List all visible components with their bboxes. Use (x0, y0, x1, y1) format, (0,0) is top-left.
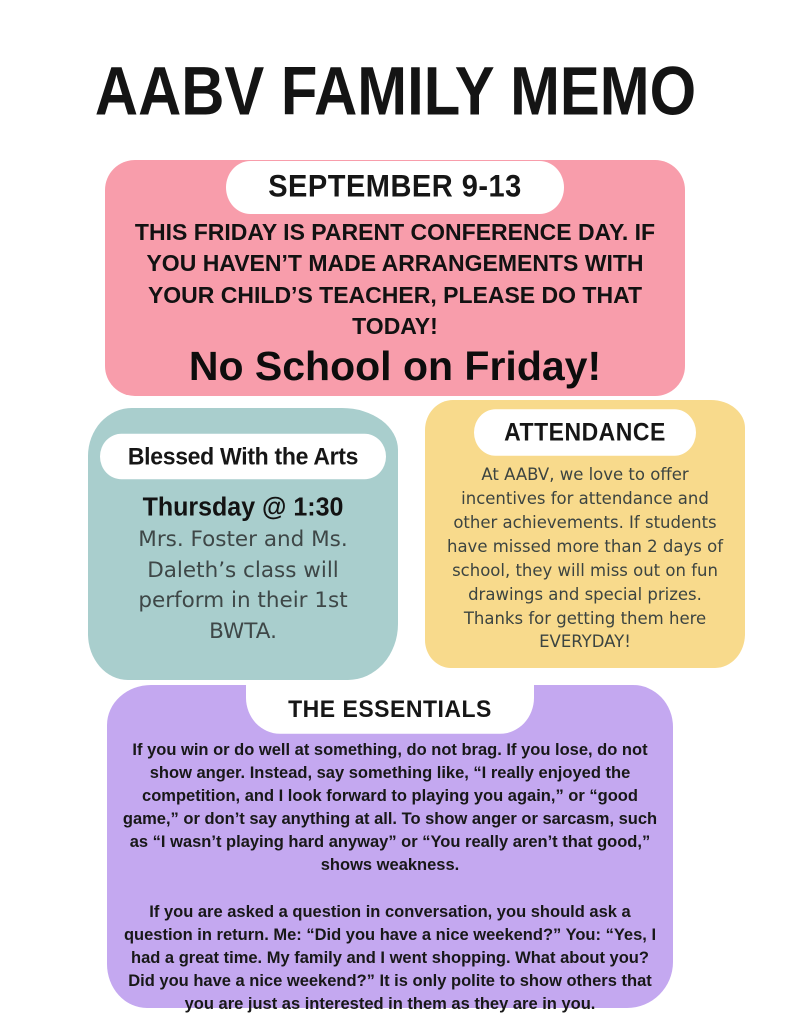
essentials-card (107, 685, 673, 1013)
arts-card-body: Mrs. Foster and Ms. Daleth’s class will perform in their 1st BWTA. (138, 527, 348, 644)
arts-card-subheading: Thursday @ 1:30 (142, 492, 344, 522)
essentials-card-heading: THE ESSENTIALS (246, 685, 534, 734)
attendance-card (425, 400, 745, 668)
essentials-paragraph-1: If you win or do well at something, do not brag. If you lose, do not show anger. Instead, say something like, “I really enjoyed the competition, and I look forward to playing you again,” or “good game,” or don’t say anything at all. To show anger or sarcasm, such as “I wasn’t playing hard anyway” or “You really aren’t that good,” shows weakness. (122, 741, 658, 875)
essentials-paragraph-2: If you are asked a question in conversation, you should ask a question in return. Me: “Did you have a nice weekend?” You: “Yes, I had a great time. My family and I went shopping. What about you? Did you have a nice weekend?” It is only polite to show others that you are just as interested in them as they are in you. (123, 902, 657, 1013)
week-banner-card (105, 160, 685, 396)
attendance-card-body: At AABV, we love to offer incentives for attendance and other achievements. If students have missed more than 2 days of school, they will miss out on fun drawings and special prizes. Thanks for getting them here EVERYDAY! (446, 465, 723, 652)
arts-card-heading: Blessed With the Arts (100, 434, 386, 480)
no-school-highlight: No School on Friday! (188, 343, 602, 390)
week-banner-heading: SEPTEMBER 9-13 (226, 161, 564, 214)
page-title: AABV FAMILY MEMO (94, 52, 697, 130)
arts-card (88, 408, 398, 680)
attendance-card-heading: ATTENDANCE (474, 409, 696, 455)
week-banner-body: THIS FRIDAY IS PARENT CONFERENCE DAY. IF YOU HAVEN’T MADE ARRANGEMENTS WITH YOUR CHILD’S TEACHER, PLEASE DO THAT TODAY! (134, 219, 656, 339)
